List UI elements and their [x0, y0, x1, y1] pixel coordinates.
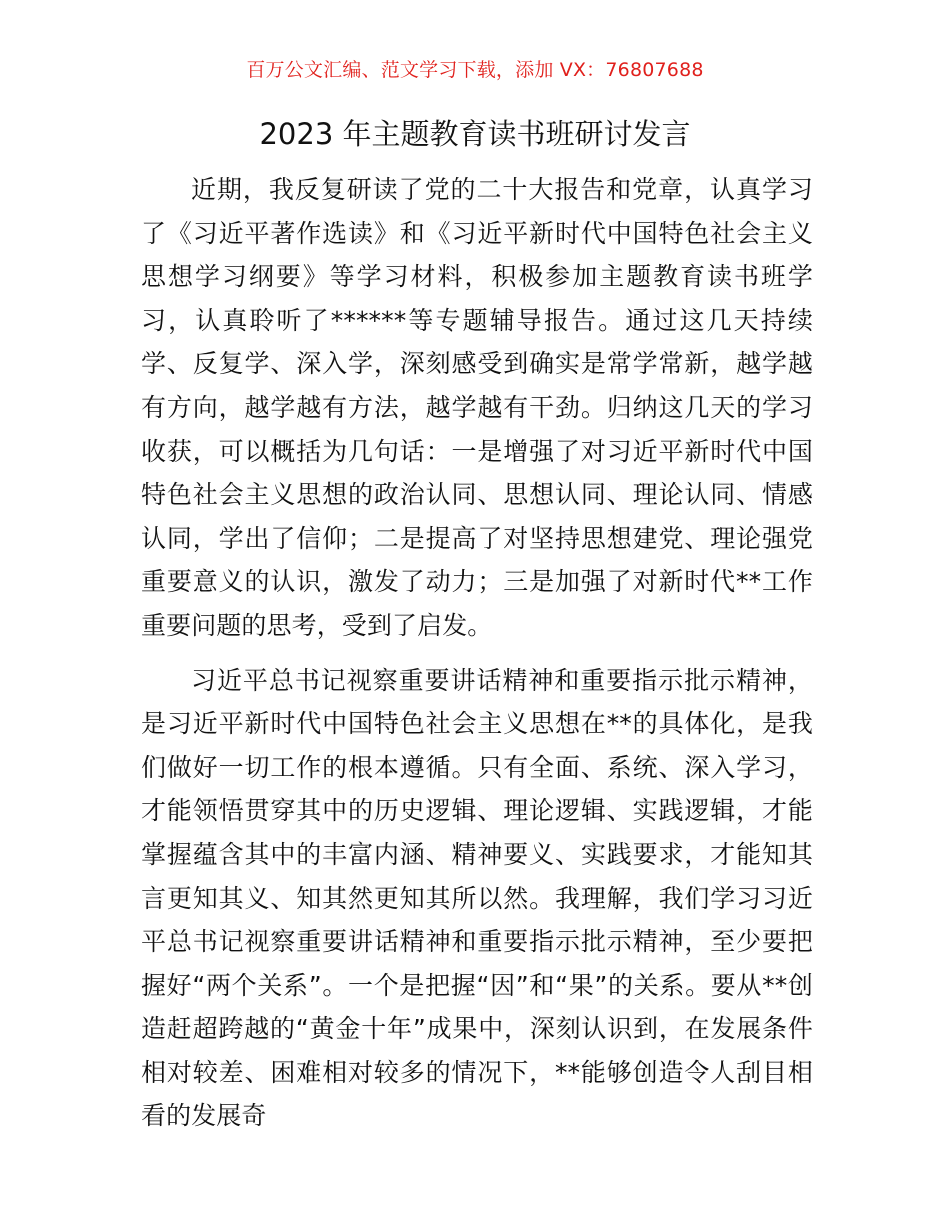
document-body [141, 168, 813, 1138]
header-advertisement: 百万公文汇编、范文学习下载，添加 VX：76807688 [246, 59, 704, 81]
document-title: 2023 年主题教育读书班研讨发言 [259, 117, 691, 151]
paragraph-1: 近期，我反复研读了党的二十大报告和党章，认真学习了《习近平著作选读》和《习近平新时代中国特色社会主义思想学习纲要》等学习材料，积极参加主题教育读书班学习，认真聆听了******等专题辅导报告。通过这几天持续学、反复学、深入学，深刻感受到确实是常学常新，越学越有方向，越学越有方法，越学越有干劲。归纳这几天的学习收获，可以概括为几句话：一是增强了对习近平新时代中国特色社会主义思想的政治认同、思想认同、理论认同、情感认同，学出了信仰；二是提高了对坚持思想建党、理论强党重要意义的认识，激发了动力；三是加强了对新时代**工作重要问题的思考，受到了启发。 [141, 175, 813, 640]
paragraph-2: 习近平总书记视察重要讲话精神和重要指示批示精神，是习近平新时代中国特色社会主义思想在**的具体化，是我们做好一切工作的根本遵循。只有全面、系统、深入学习，才能领悟贯穿其中的历史逻辑、理论逻辑、实践逻辑，才能掌握蕴含其中的丰富内涵、精神要义、实践要求，才能知其言更知其义、知其然更知其所以然。我理解，我们学习习近平总书记视察重要讲话精神和重要指示批示精神，至少要把握好“两个关系”。一个是把握“因”和“果”的关系。要从**创造赶超跨越的“黄金十年”成果中，深刻认识到，在发展条件相对较差、困难相对较多的情况下，**能够创造令人刮目相看的发展奇 [141, 665, 813, 1131]
